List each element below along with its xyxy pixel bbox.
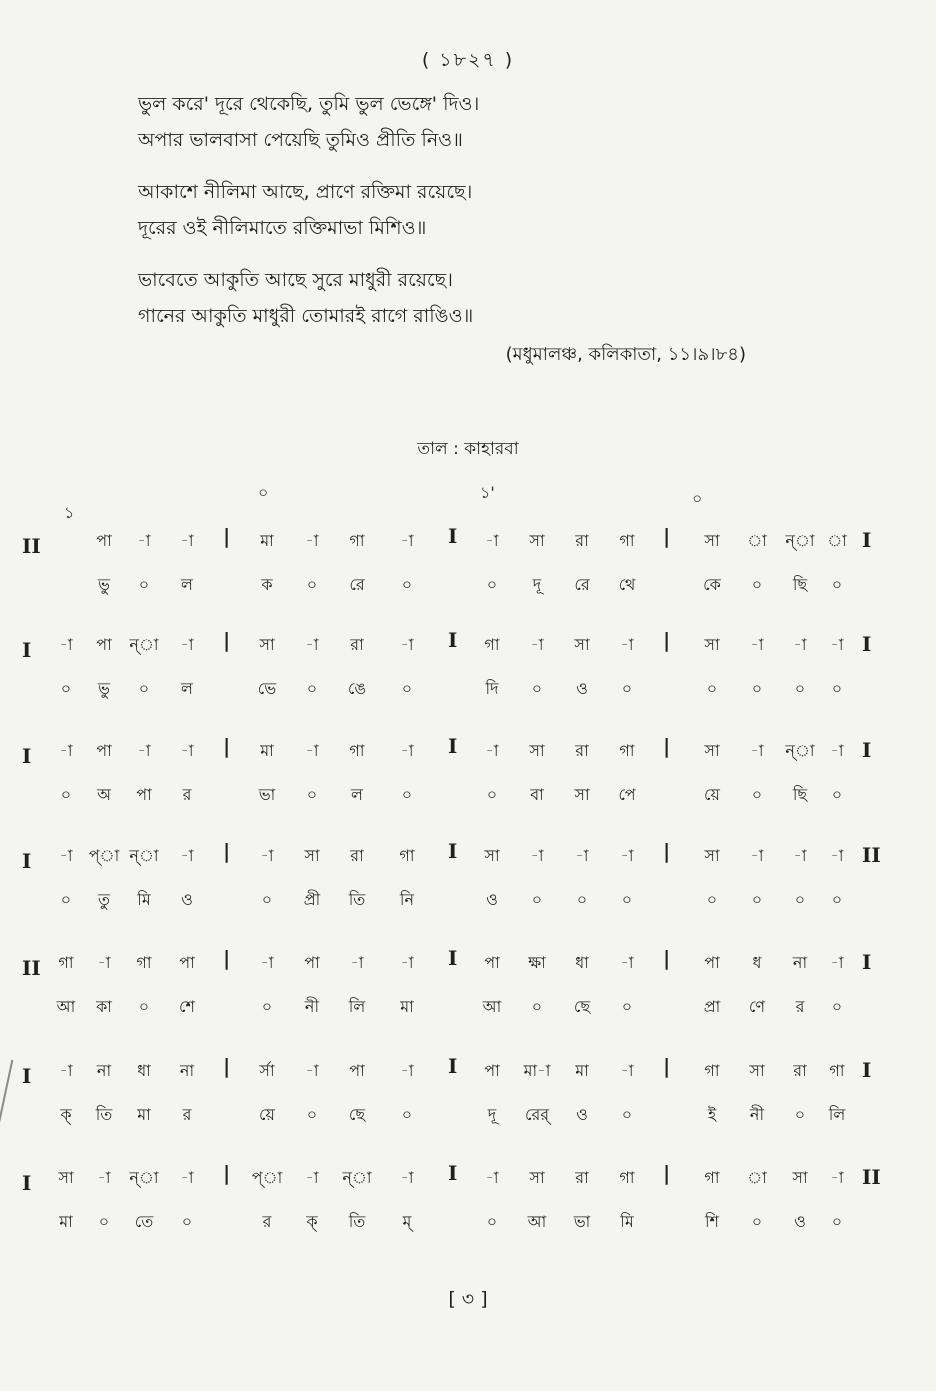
bani-syllable: ল xyxy=(351,785,363,804)
bar-line: | xyxy=(663,524,671,548)
notation-staff xyxy=(22,628,902,722)
bani-syllable: কে xyxy=(703,575,721,594)
swara-row xyxy=(22,1054,902,1088)
bar-line: | xyxy=(223,1054,231,1078)
bani-row xyxy=(22,1209,902,1239)
bani-syllable: ০ xyxy=(706,890,718,909)
swara-note: সা xyxy=(259,635,275,654)
bani-syllable: ০ xyxy=(831,785,843,804)
swara-note: গা xyxy=(484,635,500,654)
swara-note: গা xyxy=(704,1168,720,1187)
bani-syllable: রে xyxy=(574,575,590,594)
staff-close-bar: I xyxy=(862,528,872,552)
bani-syllable: মা xyxy=(59,1212,73,1231)
swara-note: সা xyxy=(484,846,500,865)
bani-syllable: আ xyxy=(527,1212,547,1231)
bani-row xyxy=(22,676,902,706)
swara-note: র্সা xyxy=(259,1061,275,1080)
swara-note: া xyxy=(827,531,847,550)
swara-note: রা xyxy=(350,846,364,865)
bani-syllable: ০ xyxy=(261,890,273,909)
bani-syllable: ০ xyxy=(401,679,413,698)
swara-note: -া xyxy=(830,846,844,865)
bani-syllable: ম্ xyxy=(402,1212,412,1231)
swara-note: গা xyxy=(58,953,74,972)
staff-open-bar: I xyxy=(22,1171,32,1195)
bani-row xyxy=(22,994,902,1024)
bani-syllable: ০ xyxy=(831,997,843,1016)
bani-syllable: য়ে xyxy=(704,785,720,804)
bani-syllable: ও xyxy=(794,1212,806,1231)
swara-note: গা xyxy=(704,1061,720,1080)
swara-note: -া xyxy=(793,846,807,865)
bar-line: | xyxy=(223,839,231,863)
bani-syllable: তি xyxy=(348,1212,366,1231)
swara-note: সা xyxy=(792,1168,808,1187)
bani-syllable: ০ xyxy=(831,679,843,698)
swara-note: সা xyxy=(574,635,590,654)
bani-syllable: ০ xyxy=(138,997,150,1016)
bani-syllable: ০ xyxy=(751,785,763,804)
tala-heading: তাল : কাহারবা xyxy=(417,439,519,459)
swara-note: সা xyxy=(704,846,720,865)
swara-note: -া xyxy=(830,741,844,760)
lyric-line: গানের আকুতি মাধুরী তোমারই রাগে রাঙিও॥ xyxy=(138,305,474,327)
lyric-line: অপার ভালবাসা পেয়েছি তুমিও প্রীতি নিও॥ xyxy=(138,129,463,151)
swara-note: না xyxy=(179,1061,195,1080)
swara-note: সা xyxy=(749,1061,765,1080)
swara-note: গা xyxy=(619,741,635,760)
swara-note: -া xyxy=(305,1061,319,1080)
swara-note: -া xyxy=(530,635,544,654)
lyric-line: দূরের ওই নীলিমাতে রক্তিমাভা মিশিও॥ xyxy=(138,217,427,239)
swara-note: -া xyxy=(180,635,194,654)
bani-syllable: ও xyxy=(486,890,498,909)
bani-syllable: ০ xyxy=(60,785,72,804)
swara-note: সা xyxy=(704,741,720,760)
bar-line: | xyxy=(663,628,671,652)
bani-syllable: ছি xyxy=(792,785,808,804)
swara-note: ধা xyxy=(137,1061,151,1080)
bani-syllable: ০ xyxy=(486,1212,498,1231)
bani-syllable: য়ে xyxy=(259,1105,275,1124)
bani-syllable: ক xyxy=(261,575,273,594)
swara-note: সা xyxy=(304,846,320,865)
swara-note: -া xyxy=(350,953,364,972)
swara-note: সা xyxy=(704,635,720,654)
bar-line: | xyxy=(663,1161,671,1185)
bani-syllable: রে xyxy=(349,575,365,594)
swara-note: -া xyxy=(750,846,764,865)
swara-note: -া xyxy=(97,1168,111,1187)
swara-note: ন্া xyxy=(785,531,815,550)
bani-row xyxy=(22,572,902,602)
bani-syllable: ০ xyxy=(621,679,633,698)
swara-note: -া xyxy=(305,1168,319,1187)
swara-note: মা xyxy=(260,531,274,550)
bani-syllable: অ xyxy=(97,785,111,804)
swara-note: গা xyxy=(399,846,415,865)
swara-note: গা xyxy=(136,953,152,972)
bani-syllable: ভা xyxy=(258,785,276,804)
bani-syllable: র xyxy=(795,997,805,1016)
bani-syllable: ছে xyxy=(573,997,591,1016)
bani-row xyxy=(22,1102,902,1132)
swara-note: পা xyxy=(179,953,195,972)
bani-syllable: ছে xyxy=(348,1105,366,1124)
swara-note: মা-া xyxy=(523,1061,551,1080)
beat-mark: ১ xyxy=(64,503,75,522)
bani-syllable: ছি xyxy=(792,575,808,594)
swara-note: -া xyxy=(620,846,634,865)
bani-syllable: ল xyxy=(181,679,193,698)
swara-note: পা xyxy=(484,953,500,972)
bani-syllable: নি xyxy=(399,890,415,909)
bani-syllable: ০ xyxy=(138,575,150,594)
swara-note: পা xyxy=(484,1061,500,1080)
lyric-line: ভুল করে' দূরে থেকেছি, তুমি ভুল ভেঙ্গে' দিও। xyxy=(138,93,480,115)
swara-note: সা xyxy=(529,741,545,760)
swara-note: পা xyxy=(96,531,112,550)
swara-note: -া xyxy=(59,846,73,865)
bani-syllable: তে xyxy=(134,1212,154,1231)
bani-syllable: মা xyxy=(400,997,414,1016)
bar-line: I xyxy=(448,734,458,758)
bar-line: | xyxy=(663,946,671,970)
swara-row xyxy=(22,1161,902,1195)
bar-line: | xyxy=(663,1054,671,1078)
swara-note: পা xyxy=(304,953,320,972)
bar-line: | xyxy=(663,839,671,863)
bani-syllable: র xyxy=(182,785,192,804)
swara-note: -া xyxy=(750,741,764,760)
staff-open-bar: I xyxy=(22,849,32,873)
bani-syllable: ০ xyxy=(706,679,718,698)
bar-line: I xyxy=(448,946,458,970)
notation-staff xyxy=(22,524,902,618)
swara-row xyxy=(22,839,902,873)
bani-syllable: ও xyxy=(576,1105,588,1124)
swara-note: গা xyxy=(349,531,365,550)
bani-syllable: ০ xyxy=(486,575,498,594)
swara-note: -া xyxy=(400,1061,414,1080)
swara-note: -া xyxy=(793,635,807,654)
swara-note: া xyxy=(747,531,767,550)
bani-syllable: প্রা xyxy=(703,997,721,1016)
bani-syllable: লি xyxy=(348,997,366,1016)
bani-syllable: ০ xyxy=(306,785,318,804)
bani-syllable: ভে xyxy=(257,679,277,698)
swara-note: গা xyxy=(349,741,365,760)
swara-note: সা xyxy=(704,531,720,550)
bani-syllable: ০ xyxy=(621,1105,633,1124)
margin-pen-mark xyxy=(0,1060,21,1131)
swara-row xyxy=(22,734,902,768)
bani-syllable: ০ xyxy=(794,890,806,909)
swara-note: -া xyxy=(260,846,274,865)
swara-note: ন্া xyxy=(129,635,159,654)
bar-line: I xyxy=(448,628,458,652)
swara-note: -া xyxy=(400,953,414,972)
bani-syllable: র xyxy=(182,1105,192,1124)
swara-row xyxy=(22,524,902,558)
swara-note: -া xyxy=(750,635,764,654)
bar-line: | xyxy=(223,524,231,548)
swara-note: -া xyxy=(400,741,414,760)
staff-open-bar: II xyxy=(22,956,41,980)
swara-note: -া xyxy=(180,846,194,865)
swara-note: -া xyxy=(575,846,589,865)
bani-syllable: ০ xyxy=(60,679,72,698)
swara-note: পা xyxy=(349,1061,365,1080)
bani-syllable: রের্ xyxy=(524,1105,550,1124)
swara-note: -া xyxy=(400,635,414,654)
swara-note: ন্া xyxy=(785,741,815,760)
bani-syllable: ও xyxy=(576,679,588,698)
staff-close-bar: I xyxy=(862,738,872,762)
swara-note: -া xyxy=(305,741,319,760)
bani-syllable: ০ xyxy=(621,890,633,909)
swara-note: প্া xyxy=(251,1168,283,1187)
bani-syllable: নী xyxy=(304,997,320,1016)
swara-note: ন্া xyxy=(129,846,159,865)
swara-note: -া xyxy=(260,953,274,972)
swara-note: -া xyxy=(59,741,73,760)
bani-syllable: র xyxy=(262,1212,272,1231)
bani-syllable: মা xyxy=(137,1105,151,1124)
beat-mark: ০ xyxy=(692,489,703,508)
swara-note: ধ xyxy=(752,953,762,972)
staff-close-bar: II xyxy=(862,843,881,867)
bani-syllable: দূ xyxy=(487,1105,497,1124)
bani-syllable: শি xyxy=(704,1212,720,1231)
bani-syllable: তি xyxy=(348,890,366,909)
swara-note: গা xyxy=(619,531,635,550)
swara-note: পা xyxy=(96,741,112,760)
swara-row xyxy=(22,628,902,662)
bani-syllable: ০ xyxy=(531,679,543,698)
staff-close-bar: I xyxy=(862,1058,872,1082)
bani-syllable: ০ xyxy=(576,890,588,909)
lyrics-block xyxy=(138,86,798,334)
bani-syllable: প্রী xyxy=(303,890,321,909)
bani-syllable: দূ xyxy=(532,575,542,594)
bani-syllable: সা xyxy=(574,785,590,804)
bar-line: | xyxy=(223,946,231,970)
swara-note: -া xyxy=(620,635,634,654)
bar-line: I xyxy=(448,839,458,863)
swara-note: -া xyxy=(305,635,319,654)
swara-note: পা xyxy=(704,953,720,972)
swara-note: সা xyxy=(58,1168,74,1187)
bani-syllable: ক্ xyxy=(306,1212,318,1231)
swara-note: -া xyxy=(485,531,499,550)
swara-note: মা xyxy=(575,1061,589,1080)
bani-syllable: আ xyxy=(56,997,76,1016)
staff-open-bar: I xyxy=(22,1064,32,1088)
bani-syllable: ক্ xyxy=(60,1105,72,1124)
bani-syllable: ই xyxy=(707,1105,717,1124)
bani-syllable: ০ xyxy=(794,1105,806,1124)
bani-syllable: ০ xyxy=(751,890,763,909)
bani-syllable: তি xyxy=(95,1105,113,1124)
swara-note: পা xyxy=(96,635,112,654)
swara-note: না xyxy=(792,953,808,972)
swara-note: -া xyxy=(59,635,73,654)
bani-syllable: ০ xyxy=(401,1105,413,1124)
swara-note: -া xyxy=(400,1168,414,1187)
bani-syllable: নী xyxy=(749,1105,765,1124)
swara-note: রা xyxy=(575,1168,589,1187)
swara-note: -া xyxy=(180,531,194,550)
bar-line: I xyxy=(448,1161,458,1185)
swara-note: সা xyxy=(529,531,545,550)
swara-note: া xyxy=(747,1168,767,1187)
staff-close-bar: II xyxy=(862,1165,881,1189)
bani-syllable: ০ xyxy=(306,679,318,698)
citation: (মধুমালঞ্চ, কলিকাতা, ১১।৯।৮৪) xyxy=(505,344,746,365)
bani-syllable: ০ xyxy=(306,575,318,594)
bani-syllable: ঙে xyxy=(347,679,367,698)
swara-note: -া xyxy=(620,1061,634,1080)
notation-staff xyxy=(22,946,902,1040)
bani-syllable: ০ xyxy=(401,575,413,594)
lyric-line: ভাবেতে আকুতি আছে সুরে মাধুরী রয়েছে। xyxy=(138,269,453,291)
bani-row xyxy=(22,887,902,917)
bani-syllable: ০ xyxy=(486,785,498,804)
lyric-line: আকাশে নীলিমা আছে, প্রাণে রক্তিমা রয়েছে। xyxy=(138,181,473,203)
bani-syllable: ণে xyxy=(748,997,766,1016)
bani-syllable: ০ xyxy=(831,1212,843,1231)
swara-note: গা xyxy=(619,1168,635,1187)
bar-line: | xyxy=(223,734,231,758)
swara-note: -া xyxy=(59,1061,73,1080)
bani-row xyxy=(22,782,902,812)
bar-line: | xyxy=(663,734,671,758)
bani-syllable: ০ xyxy=(261,997,273,1016)
bani-syllable: ০ xyxy=(98,1212,110,1231)
swara-note: -া xyxy=(97,953,111,972)
swara-row xyxy=(22,946,902,980)
swara-note: ন্া xyxy=(342,1168,372,1187)
swara-note: ক্ষা xyxy=(528,953,546,972)
bani-syllable: শে xyxy=(179,997,195,1016)
swara-note: -া xyxy=(620,953,634,972)
swara-note: -া xyxy=(485,741,499,760)
swara-note: -া xyxy=(485,1168,499,1187)
bani-syllable: মি xyxy=(620,1212,634,1231)
staff-open-bar: I xyxy=(22,638,32,662)
bani-syllable: ০ xyxy=(60,890,72,909)
swara-note: -া xyxy=(830,635,844,654)
swara-note: গা xyxy=(829,1061,845,1080)
beat-mark: ১' xyxy=(480,483,495,502)
bar-line: | xyxy=(223,1161,231,1185)
swara-note: সা xyxy=(529,1168,545,1187)
bani-syllable: তু xyxy=(97,890,110,909)
swara-note: রা xyxy=(350,635,364,654)
bani-syllable: ০ xyxy=(751,1212,763,1231)
bani-syllable: লি xyxy=(828,1105,846,1124)
bar-line: | xyxy=(223,628,231,652)
swara-note: -া xyxy=(137,741,151,760)
swara-note: ধা xyxy=(575,953,589,972)
swara-note: -া xyxy=(830,1168,844,1187)
swara-note: -া xyxy=(180,741,194,760)
bani-syllable: আ xyxy=(482,997,502,1016)
bani-syllable: ০ xyxy=(138,679,150,698)
swara-note: -া xyxy=(137,531,151,550)
swara-note: রা xyxy=(793,1061,807,1080)
swara-note: -া xyxy=(400,531,414,550)
bani-syllable: দি xyxy=(485,679,499,698)
swara-note: ন্া xyxy=(129,1168,159,1187)
beat-mark: ০ xyxy=(258,483,269,502)
page-footer: [ ৩ ] xyxy=(448,1288,488,1310)
bani-syllable: পে xyxy=(618,785,636,804)
swara-note: -া xyxy=(530,846,544,865)
bar-line: I xyxy=(448,1054,458,1078)
bani-syllable: কা xyxy=(96,997,112,1016)
bani-syllable: ০ xyxy=(306,1105,318,1124)
swara-note: রা xyxy=(575,531,589,550)
bar-line: I xyxy=(448,524,458,548)
swara-note: মা xyxy=(260,741,274,760)
bani-syllable: থে xyxy=(618,575,636,594)
bani-syllable: ০ xyxy=(621,997,633,1016)
swara-note: না xyxy=(96,1061,112,1080)
notation-staff xyxy=(22,1054,902,1148)
notation-staff xyxy=(22,839,902,933)
bani-syllable: ০ xyxy=(531,997,543,1016)
bani-syllable: ০ xyxy=(751,679,763,698)
swara-note: -া xyxy=(180,1168,194,1187)
bani-syllable: পা xyxy=(136,785,152,804)
swara-note: রা xyxy=(575,741,589,760)
staff-open-bar: I xyxy=(22,744,32,768)
page-number-header: ( ১৮২৭ ) xyxy=(421,49,515,71)
staff-close-bar: I xyxy=(862,950,872,974)
bani-syllable: ল xyxy=(181,575,193,594)
swara-note: প্া xyxy=(88,846,120,865)
staff-open-bar: II xyxy=(22,534,41,558)
bani-syllable: মি xyxy=(137,890,151,909)
bani-syllable: ০ xyxy=(181,1212,193,1231)
notation-staff xyxy=(22,1161,902,1255)
staff-close-bar: I xyxy=(862,632,872,656)
bani-syllable: ০ xyxy=(751,575,763,594)
notation-staff xyxy=(22,734,902,828)
bani-syllable: ০ xyxy=(401,785,413,804)
bani-syllable: ০ xyxy=(831,890,843,909)
bani-syllable: ০ xyxy=(831,575,843,594)
bani-syllable: ০ xyxy=(794,679,806,698)
bani-syllable: ০ xyxy=(531,890,543,909)
swara-note: -া xyxy=(305,531,319,550)
bani-syllable: ও xyxy=(181,890,193,909)
bani-syllable: ভু xyxy=(98,679,110,698)
bani-syllable: বা xyxy=(530,785,544,804)
swara-note: -া xyxy=(830,953,844,972)
bani-syllable: ভু xyxy=(98,575,110,594)
bani-syllable: ভা xyxy=(573,1212,591,1231)
